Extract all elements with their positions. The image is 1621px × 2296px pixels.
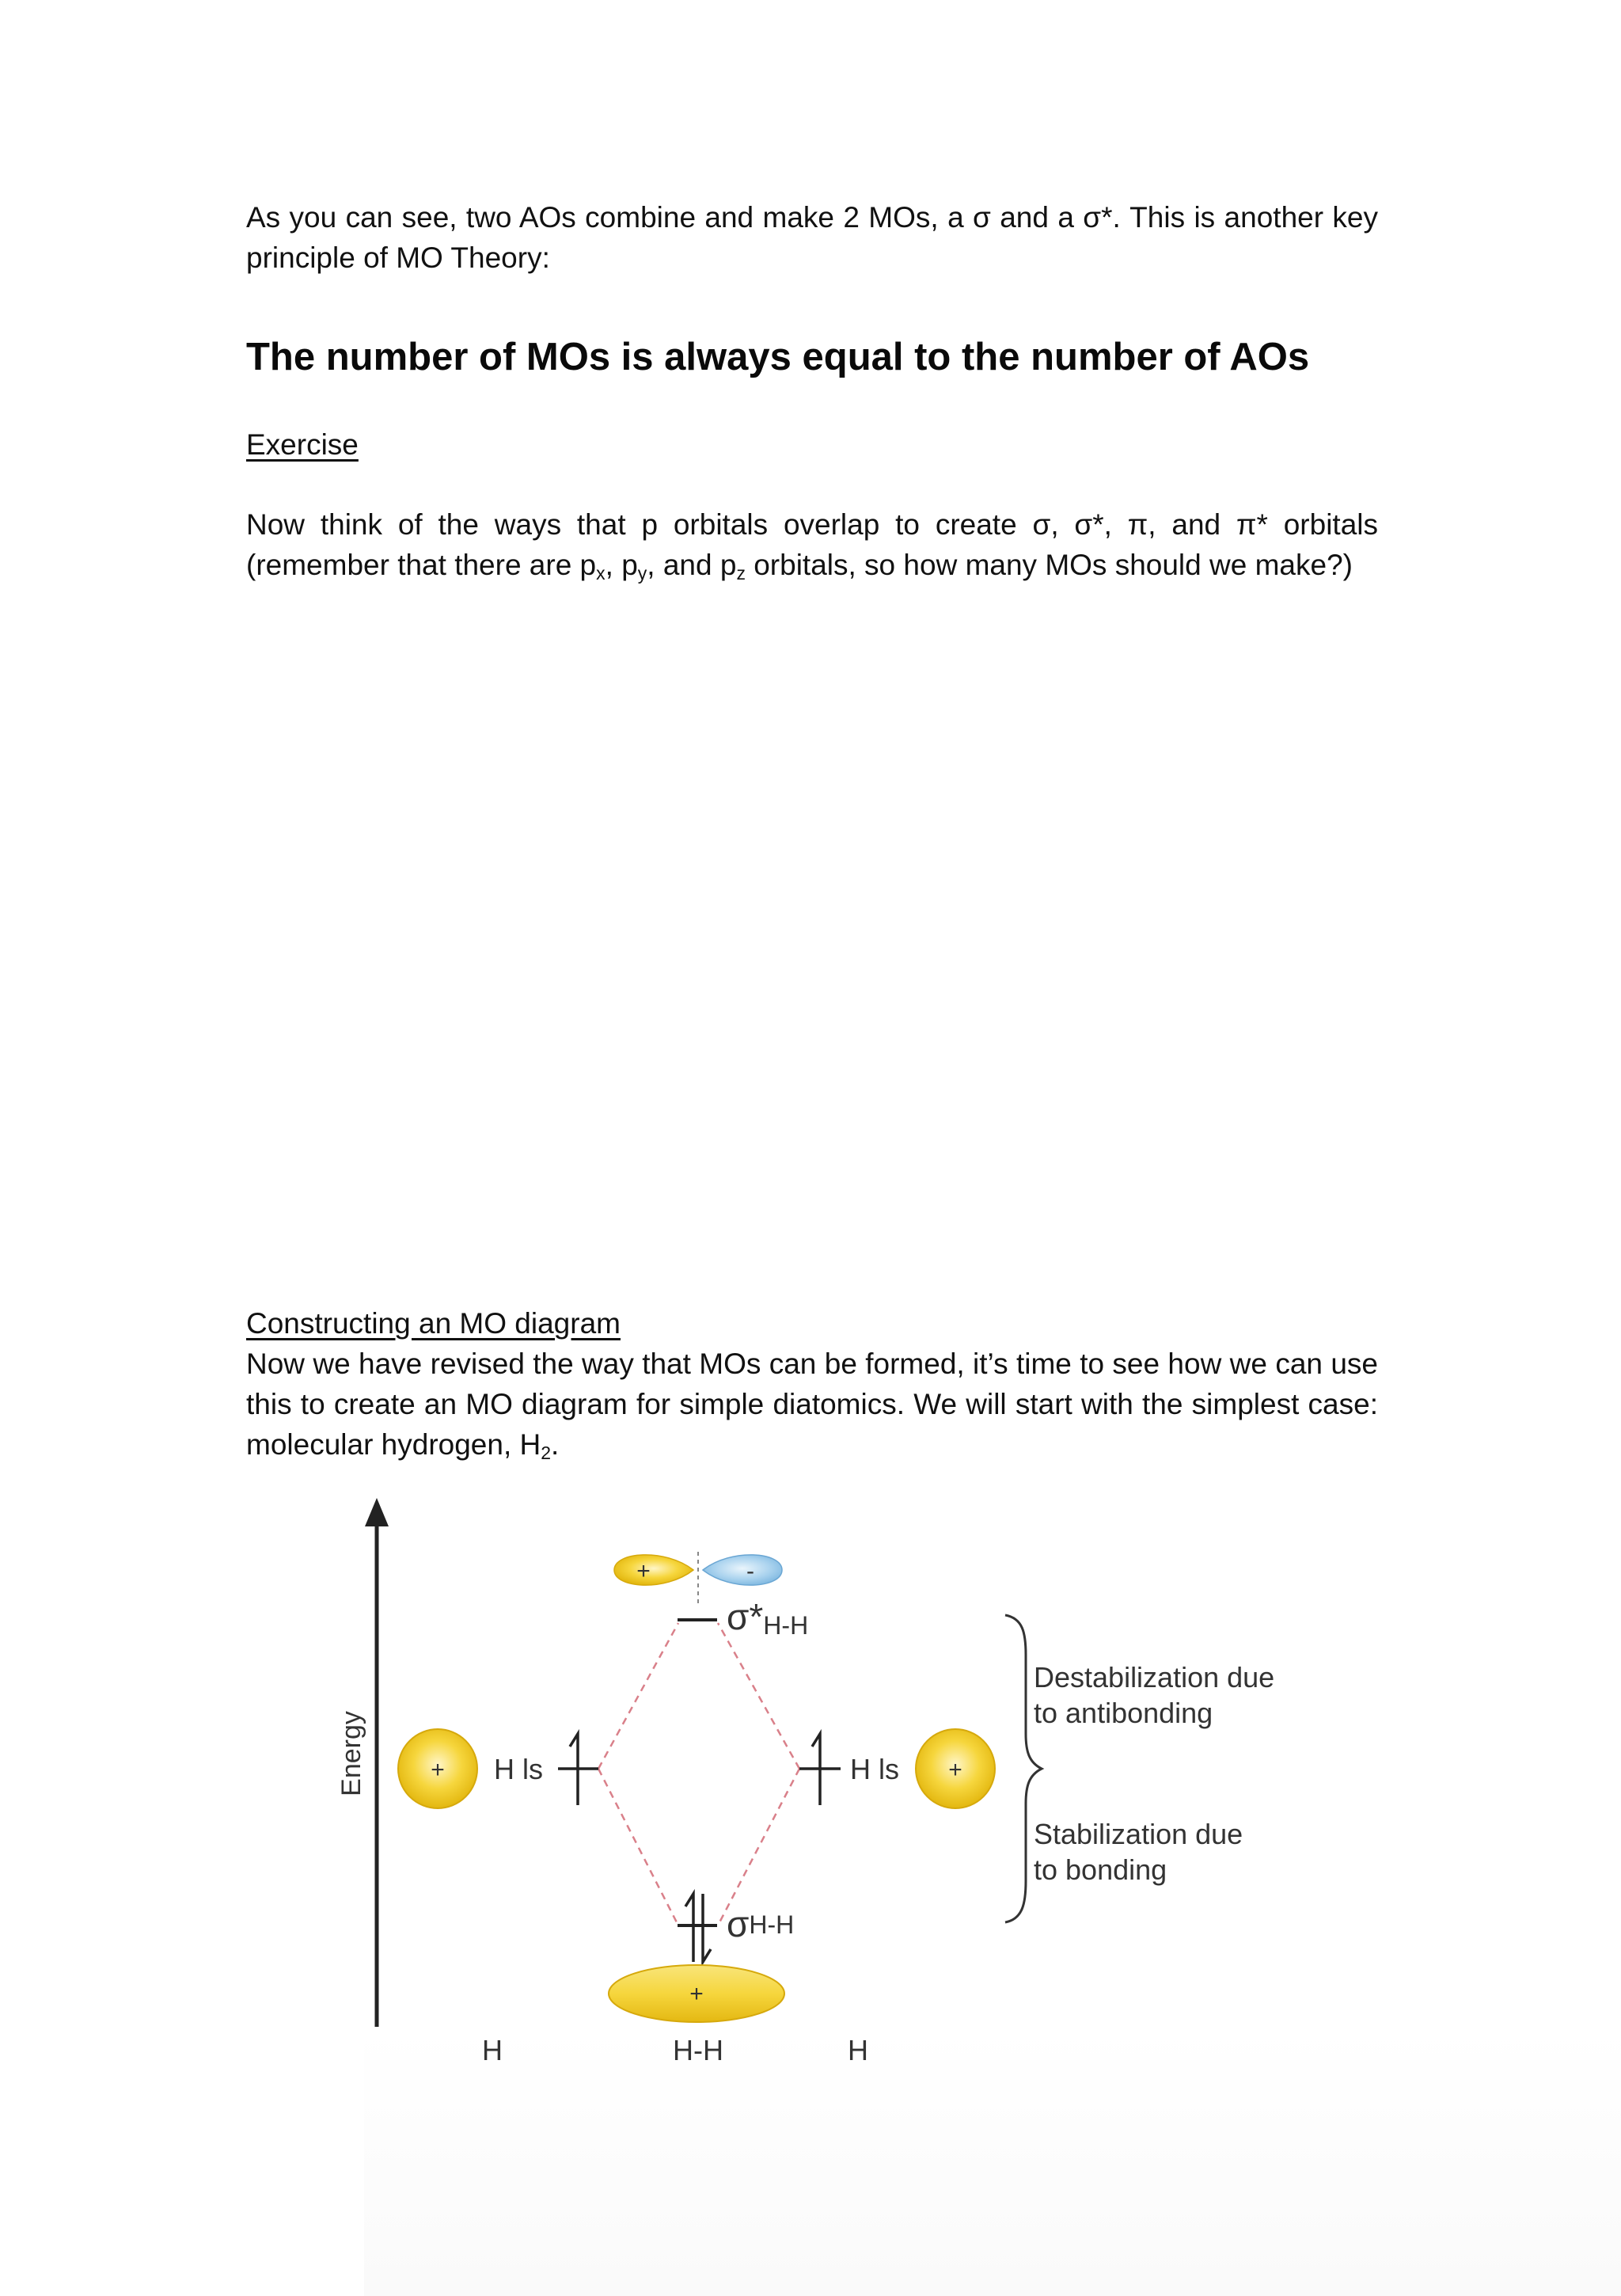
sigma-symbol: σ — [727, 1903, 750, 1944]
bonding-electron-up — [685, 1894, 693, 1962]
constructing-end: . — [551, 1428, 560, 1461]
constructing-title: Constructing an MO diagram — [246, 1307, 621, 1340]
h2-subscript: 2 — [541, 1443, 552, 1463]
right-ao-label: H ls — [850, 1753, 899, 1785]
sigma-label — [727, 1903, 794, 1944]
pz-subscript: z — [736, 563, 746, 584]
intro-paragraph: As you can see, two AOs combine and make 2 MOs, a σ and a σ*. This is another key principle of MO Theory: — [246, 201, 1378, 274]
constructing-text: Now we have revised the way that MOs can be formed, it’s time to see how we can use this to create an MO diagram for simple diatomics. We will start with the simplest case: molecular hydrogen, H — [246, 1348, 1378, 1461]
stabilization-line-1: Stabilization due — [1034, 1818, 1243, 1850]
sigma-star-symbol: σ* — [727, 1596, 764, 1637]
energy-axis-arrowhead — [365, 1498, 389, 1526]
left-to-antibonding-line — [598, 1623, 678, 1769]
right-to-antibonding-line — [718, 1623, 799, 1769]
destabilization-line-2: to antibonding — [1034, 1697, 1213, 1729]
right-to-bonding-line — [718, 1769, 799, 1925]
px-subscript: x — [596, 563, 606, 584]
bottom-label-left-h: H — [482, 2034, 503, 2066]
principle-heading: The number of MOs is always equal to the number of AOs — [246, 336, 1310, 378]
antibonding-plus-sign: + — [636, 1558, 651, 1584]
bonding-orbital-plus: + — [689, 1981, 704, 2007]
stabilization-line-2: to bonding — [1034, 1853, 1167, 1886]
sigma-star-label — [727, 1596, 808, 1640]
destabilization-line-1: Destabilization due — [1034, 1661, 1275, 1693]
sigma-subscript: H-H — [749, 1910, 795, 1939]
left-to-bonding-line — [598, 1769, 678, 1925]
antibonding-positive-lobe — [614, 1555, 693, 1585]
bottom-label-right-h: H — [848, 2034, 868, 2066]
left-orbital-plus: + — [431, 1757, 445, 1783]
sigma-star-subscript: H-H — [763, 1611, 809, 1640]
exercise-text-4: orbitals, so how many MOs should we make?) — [745, 549, 1353, 581]
bottom-label-h-h: H-H — [673, 2034, 723, 2066]
energy-label: Energy — [336, 1711, 366, 1796]
exercise-text-2: , p — [605, 549, 638, 581]
py-subscript: y — [637, 563, 647, 584]
bonding-electron-down — [703, 1894, 711, 1962]
exercise-title: Exercise — [246, 428, 359, 461]
correlation-lines — [598, 1623, 799, 1925]
left-ao-label: H ls — [494, 1753, 543, 1785]
right-orbital-plus: + — [948, 1757, 962, 1783]
exercise-text-1: Now think of the ways that p orbitals overlap to create σ, σ*, π, and π* orbitals (remember that there are p — [246, 508, 1378, 581]
antibonding-minus-sign: - — [746, 1558, 754, 1584]
antibonding-negative-lobe — [703, 1555, 782, 1585]
exercise-text-3: , and p — [647, 549, 737, 581]
